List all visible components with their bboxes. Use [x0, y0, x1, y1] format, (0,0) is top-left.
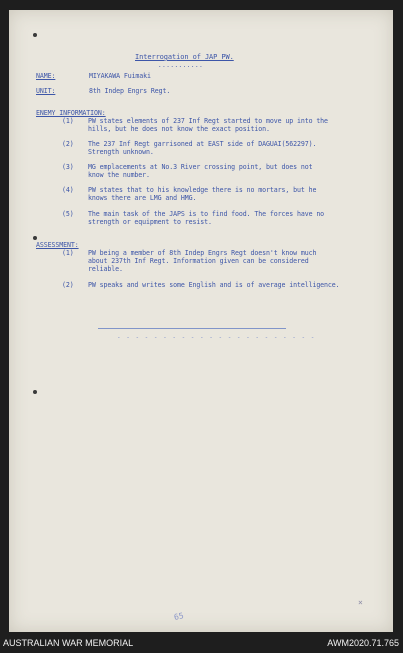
enemy-information-heading: ENEMY INFORMATION:: [36, 109, 106, 117]
item-number: (4): [62, 186, 74, 194]
item-text-line: know the number.: [88, 171, 150, 179]
item-text-line: reliable.: [88, 265, 123, 273]
item-text-line: The 237 Inf Regt garrisoned at EAST side of DAGUAI(562297).: [88, 140, 317, 148]
item-text-line: PW states that to his knowledge there is no mortars, but he: [88, 186, 317, 194]
closing-dashes: - - - - - - - - - - - - - - - - - - - - - -: [117, 334, 316, 341]
item-number: (2): [62, 281, 74, 289]
item-text-line: PW being a member of 8th Indep Engrs Regt doesn't know much: [88, 249, 317, 257]
item-number: (3): [62, 163, 74, 171]
closing-rule: [98, 328, 286, 329]
item-number: (1): [62, 249, 74, 257]
item-text-line: about 237th Inf Regt. Information given can be considered: [88, 257, 309, 265]
unit-value: 8th Indep Engrs Regt.: [89, 87, 171, 95]
handwritten-mark: 65: [173, 611, 185, 622]
x-mark-icon: ×: [358, 598, 363, 607]
name-label: NAME:: [36, 72, 56, 80]
title-dots: ...........: [158, 62, 204, 69]
item-text-line: knows there are LMG and HMG.: [88, 194, 197, 202]
punch-hole: [33, 390, 37, 394]
item-text-line: MG emplacements at No.3 River crossing point, but does not: [88, 163, 313, 171]
item-text-line: PW states elements of 237 Inf Regt started to move up into the: [88, 117, 328, 125]
document-page: [9, 10, 393, 632]
item-text-line: strength or equipment to resist.: [88, 218, 212, 226]
item-number: (2): [62, 140, 74, 148]
archive-reference: AWM2020.71.765: [327, 638, 399, 648]
punch-hole: [33, 33, 37, 37]
item-number: (1): [62, 117, 74, 125]
item-text-line: Strength unknown.: [88, 148, 154, 156]
name-value: MIYAKAWA Fuimaki: [89, 72, 151, 80]
unit-label: UNIT:: [36, 87, 56, 95]
document-title: Interrogation of JAP PW.: [135, 53, 234, 61]
assessment-heading: ASSESSMENT:: [36, 241, 79, 249]
archive-credit: AUSTRALIAN WAR MEMORIAL: [3, 638, 134, 648]
item-text-line: hills, but he does not know the exact position.: [88, 125, 270, 133]
punch-hole: [33, 236, 37, 240]
item-text-line: The main task of the JAPS is to find food. The forces have no: [88, 210, 325, 218]
item-number: (5): [62, 210, 74, 218]
item-text-line: PW speaks and writes some English and is of average intelligence.: [88, 281, 340, 289]
